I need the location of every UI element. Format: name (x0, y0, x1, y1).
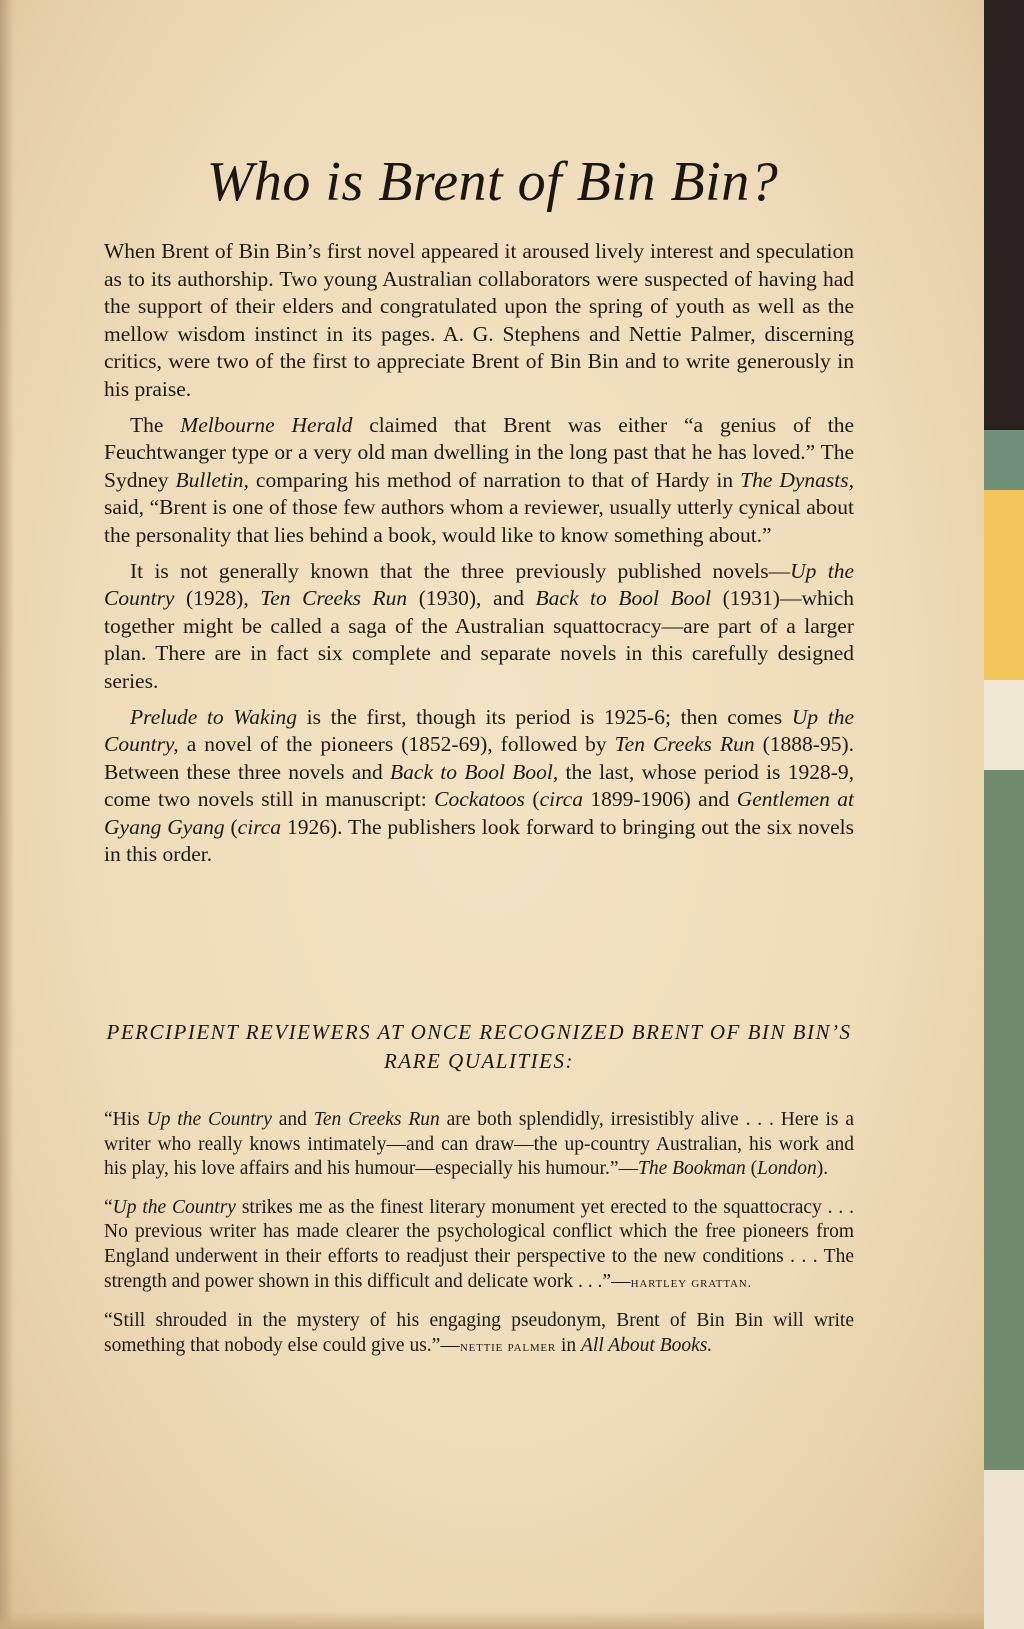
italic-title-text: The Dynasts, (740, 467, 855, 492)
spine-teal-band (984, 430, 1024, 490)
blurb-paragraph (104, 704, 854, 870)
italic-title-text: Ten Creeks Run (260, 586, 408, 611)
quote-text: and (271, 1109, 314, 1130)
paragraph-text: is the first, though its period is 1925-6; then comes (296, 704, 792, 729)
quote-text: “ (104, 1196, 113, 1218)
quote-text: “Still shrouded in the mystery of his engaging pseudonym, Brent of Bin Bin will write something that nobody else could give us.”— (104, 1310, 854, 1356)
quote-text: strikes me as the finest literary monument yet erected to the squattocracy . . . No previous writer has made clearer the psychological conflict which the free pioneers from England underwent in their efforts to readjust their perspective to the new conditions . . . The strength and power shown in this difficult and delicate work . . .”— (104, 1196, 855, 1292)
paragraph-text: ( (224, 814, 238, 839)
italic-title-text: Cockatoos (434, 787, 525, 812)
italic-title-text: Bulletin, (175, 467, 249, 492)
italic-title-text: All About Books. (581, 1334, 713, 1356)
italic-title-text: Up the Country, (104, 704, 854, 757)
page-title: Who is Brent of Bin Bin? (206, 151, 779, 213)
italic-title-text: circa (237, 814, 282, 839)
paragraph-text: comparing his method of narration to that of Hardy in (248, 467, 741, 492)
paragraph-text: claimed that Brent was either “a genius of the Feuchtwanger type or a very old man dwelling in the long past that he has loved.” The Sydney (104, 412, 854, 492)
spine-green-band (984, 770, 1024, 1470)
review-quote (104, 1108, 854, 1182)
italic-title-text: Back to Bool Bool, (390, 759, 559, 784)
italic-title-text: Melbourne Herald (180, 412, 353, 437)
paragraph-text: said, “Brent is one of those few authors whom a reviewer, usually utterly cynical about the personality that lies behind a book, would like to know something about.” (104, 495, 854, 547)
paragraph-text: When Brent of Bin Bin’s first novel appeared it aroused lively interest and speculation as to its authorship. Two young Australian collaborators were suspected of having had the support of their elders and congratulated upon the spring of youth as well as the mellow wisdom instinct in its pages. A. G. Stephens and Nettie Palmer, discerning critics, were two of the first to appreciate Brent of Bin Bin and to write generously in his praise. (104, 239, 854, 401)
italic-title-text: Ten Creeks Run (614, 732, 755, 757)
italic-title-text: London (757, 1158, 817, 1180)
italic-title-text: Gentlemen at Gyang Gyang (104, 787, 854, 839)
italic-title-text: Up the Country (112, 1196, 236, 1218)
review-quote (104, 1309, 854, 1359)
paragraph-text: 1899-1906) and (582, 787, 737, 812)
reviewer-name: hartley grattan. (630, 1274, 752, 1291)
italic-title-text: Up the Country (104, 558, 854, 611)
paragraph-text: (1930), and (407, 586, 536, 611)
paragraph-text: a novel of the pioneers (1852-69), followed by (178, 732, 615, 757)
blurb-paragraph (104, 412, 854, 550)
paragraph-text: 1926). The publishers look forward to bringing out the six novels in this order. (104, 814, 854, 867)
paragraph-text: the last, whose period is 1928-9, come two novels still in manuscript: (104, 759, 854, 812)
italic-title-text: circa (539, 787, 583, 812)
spine-cream-band (984, 680, 1024, 770)
spine-cream-band-bottom (984, 1470, 1024, 1629)
paragraph-text: (1931)—which together might be called a saga of the Australian squattocracy—are part of a larger plan. There are in fact six complete and separate novels in this carefully designed series. (104, 586, 854, 693)
italic-title-text: Ten Creeks Run (313, 1109, 440, 1130)
book-spine-edge (984, 0, 1024, 1629)
spine-dark-band (984, 0, 1024, 430)
quote-text: “His (104, 1109, 147, 1130)
review-quotes (104, 1108, 854, 1373)
blurb-paragraph (104, 238, 854, 404)
italic-title-text: The Bookman (638, 1158, 746, 1180)
italic-title-text: Back to Bool Bool (535, 586, 712, 611)
reviewer-name: nettie palmer (459, 1338, 557, 1355)
review-quote (104, 1196, 854, 1295)
quote-text: ( (745, 1158, 758, 1180)
paragraph-text: (1888-95). Between these three novels and (104, 732, 854, 784)
paragraph-text: (1928), (174, 586, 261, 611)
paragraph-text: It is not generally known that the three previously published novels— (130, 558, 791, 583)
blurb-paragraph (104, 558, 854, 696)
italic-title-text: Up the Country (146, 1109, 272, 1130)
paragraph-text: ( (524, 787, 540, 812)
paragraph-text: The (130, 412, 181, 437)
quote-text: are both splendidly, irresistibly alive . . . Here is a writer who really knows intimately—and can draw—the up-country Australian, his work and his play, his love affairs and his humour—especially his humour.”— (104, 1109, 855, 1180)
italic-title-text: Prelude to Waking (130, 704, 297, 729)
blurb-body (104, 238, 854, 877)
quote-text: ). (816, 1158, 829, 1180)
reviews-heading: PERCIPIENT REVIEWERS AT ONCE RECOGNIZED BRENT OF BIN BIN’S RARE QUALITIES: (106, 1020, 852, 1073)
spine-yellow-band (984, 490, 1024, 680)
quote-text: in (556, 1334, 581, 1356)
